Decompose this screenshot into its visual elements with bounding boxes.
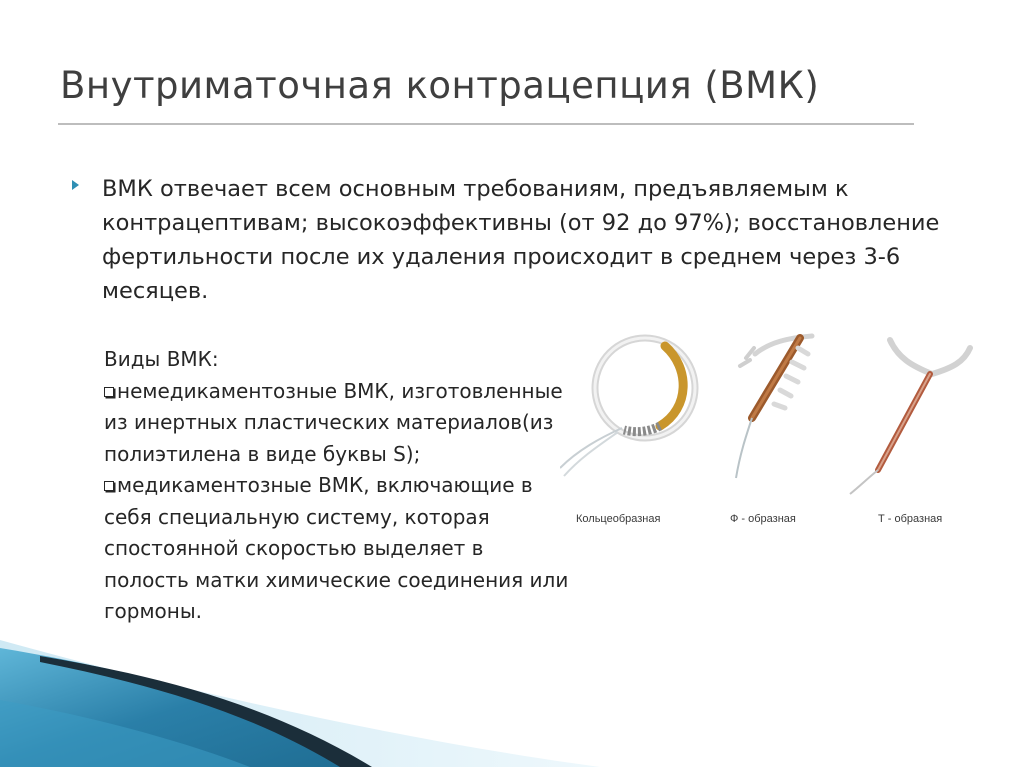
checkbox-icon [104,387,114,397]
triangle-bullet-icon [72,180,79,190]
main-bullet [72,172,1012,308]
f-shaped-iud-caption: Ф - образная [730,513,796,525]
types-heading: Виды ВМК: [104,347,219,371]
ring-iud-caption: Кольцеобразная [576,513,661,525]
iud-types-list [104,344,574,628]
iud-figure [560,318,1010,548]
types-item-text: немедикаментозные ВМК, изготовленные из инертных пластических материалов(из полиэтилена в виде буквы S); [104,378,563,466]
ring-iud-illustration [560,338,695,476]
slide-title: Внутриматочная контрацепция (ВМК) [60,64,820,107]
types-item [104,470,574,628]
f-shaped-iud-illustration [736,336,812,478]
t-shaped-iud-illustration [850,340,970,494]
bullet-text: ВМК отвечает всем основным требованиям, предъявляемым к контрацептивам; высокоэффективны (от 92 до 97%); восстановление фертильности после их удаления происходит в среднем через 3-6 месяцев. [102,176,940,304]
types-item-text: медикаментозные ВМК, включающие в себя специальную систему, которая спостоянной скоростью выделяет в полость матки химические соединения или гормоны. [104,473,569,623]
types-item [104,376,574,471]
title-divider [58,123,914,125]
t-shaped-iud-caption: Т - образная [878,513,943,525]
checkbox-icon [104,481,114,491]
